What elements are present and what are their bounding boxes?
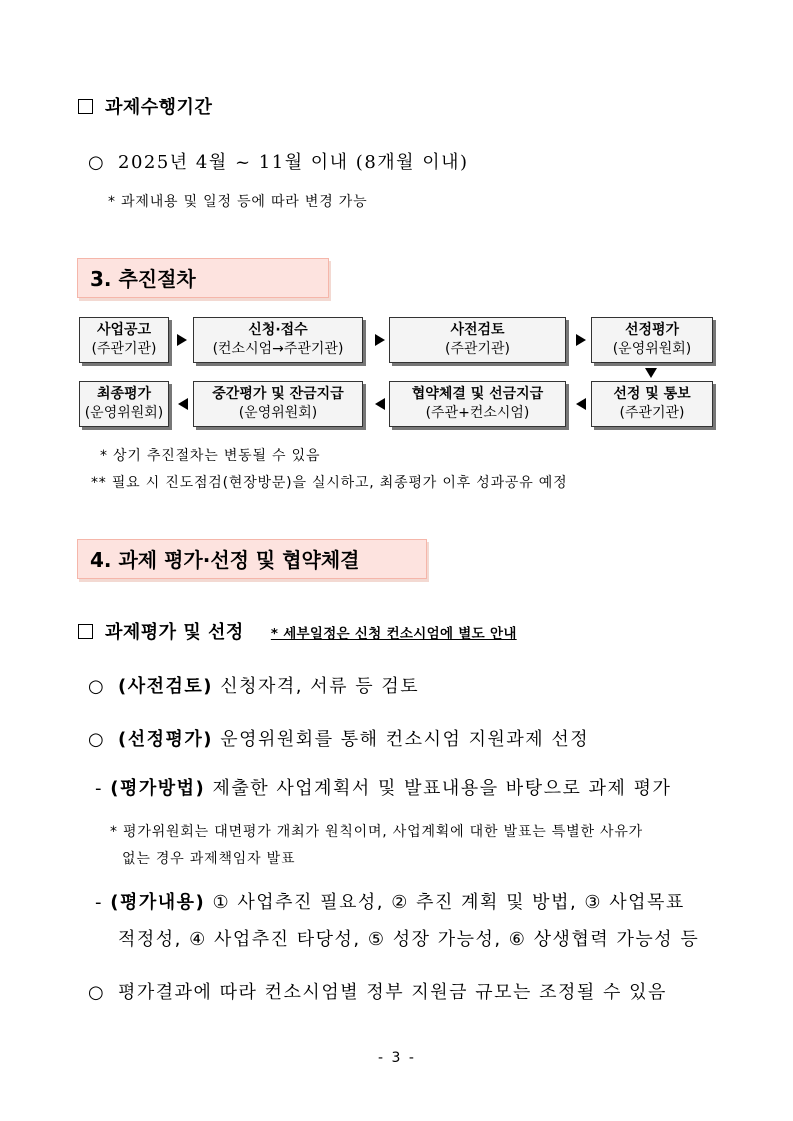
process-step-agreement [389, 381, 566, 427]
step-title: 선정 및 통보 [613, 386, 691, 402]
process-step-final-eval [79, 381, 169, 427]
step-owner: (주관+컨소시엄) [425, 405, 530, 421]
step-title: 신청·접수 [248, 322, 308, 338]
step-title: 선정평가 [624, 322, 680, 338]
step-title: 중간평가 및 잔금지급 [212, 386, 344, 402]
step-title: 최종평가 [96, 386, 152, 402]
bullet-selection: ○ (선정평가) 운영위원회를 통해 컨소시엄 지원과제 선정 [88, 729, 590, 750]
section3-title: 3. 추진절차 [77, 258, 329, 298]
arrow-down-icon [645, 368, 657, 378]
eval-content-line2: 적정성, ④ 사업추진 타당성, ⑤ 성장 가능성, ⑥ 상생협력 가능성 등 [118, 929, 700, 950]
process-step-selection-eval [591, 317, 713, 363]
eval-content-line1: - (평가내용) ① 사업추진 필요성, ② 추진 계획 및 방법, ③ 사업목표 [95, 892, 685, 913]
arrow-left-icon [576, 398, 586, 410]
process-step-apply [193, 317, 363, 363]
circle-bullet-icon: ○ [88, 152, 106, 173]
method-note-line1: * 평가위원회는 대면평가 개최가 원칙이며, 사업계획에 대한 발표는 특별한 사유가 [110, 824, 643, 840]
process-step-announce [79, 317, 169, 363]
page-number: - 3 - [378, 1050, 416, 1066]
arrow-right-icon [576, 334, 586, 346]
eval-schedule-note: * 세부일정은 신청 컨소시엄에 별도 안내 [270, 626, 517, 642]
step-owner: (운영위원회) [612, 341, 692, 357]
arrow-right-icon [177, 334, 187, 346]
circle-bullet-icon: ○ [88, 729, 106, 750]
method-note-line2: 없는 경우 과제책임자 발표 [122, 851, 296, 867]
step-title: 사전검토 [450, 322, 505, 338]
step-owner: (주관기관) [91, 341, 157, 357]
step-title: 사업공고 [96, 322, 152, 338]
arrow-right-icon [375, 334, 385, 346]
process-step-mid-eval [193, 381, 363, 427]
arrow-left-icon [178, 398, 188, 410]
process-step-notify [591, 381, 713, 427]
bullet-result: ○ 평가결과에 따라 컨소시엄별 정부 지원금 규모는 조정될 수 있음 [88, 982, 667, 1003]
bullet-precheck: ○ (사전검토) 신청자격, 서류 등 검토 [88, 676, 420, 697]
step-owner: (운영위원회) [238, 405, 318, 421]
eval-heading: 과제평가 및 선정 * 세부일정은 신청 컨소시엄에 별도 안내 [78, 618, 517, 644]
circle-bullet-icon: ○ [88, 982, 106, 1003]
period-heading: 과제수행기간 [78, 93, 212, 119]
square-bullet-icon [78, 624, 93, 639]
process-note-2: ** 필요 시 진도점검(현장방문)을 실시하고, 최종평가 이후 성과공유 예정 [91, 475, 568, 491]
arrow-left-icon [375, 398, 385, 410]
eval-method: - (평가방법) 제출한 사업계획서 및 발표내용을 바탕으로 과제 평가 [95, 778, 672, 799]
step-owner: (운영위원회) [84, 405, 164, 421]
step-owner: (주관기관) [444, 341, 511, 357]
step-owner: (컨소시엄→주관기관) [212, 341, 344, 357]
process-note-1: * 상기 추진절차는 변동될 수 있음 [100, 448, 321, 464]
period-line: ○ 2025년 4월 ~ 11월 이내 (8개월 이내) [88, 152, 469, 173]
circle-bullet-icon: ○ [88, 676, 106, 697]
step-owner: (주관기관) [619, 405, 685, 421]
section4-title: 4. 과제 평가·선정 및 협약체결 [77, 539, 427, 579]
process-step-precheck [389, 317, 566, 363]
square-bullet-icon [78, 99, 93, 114]
step-title: 협약체결 및 선금지급 [411, 386, 544, 402]
period-note: * 과제내용 및 일정 등에 따라 변경 가능 [108, 194, 368, 210]
